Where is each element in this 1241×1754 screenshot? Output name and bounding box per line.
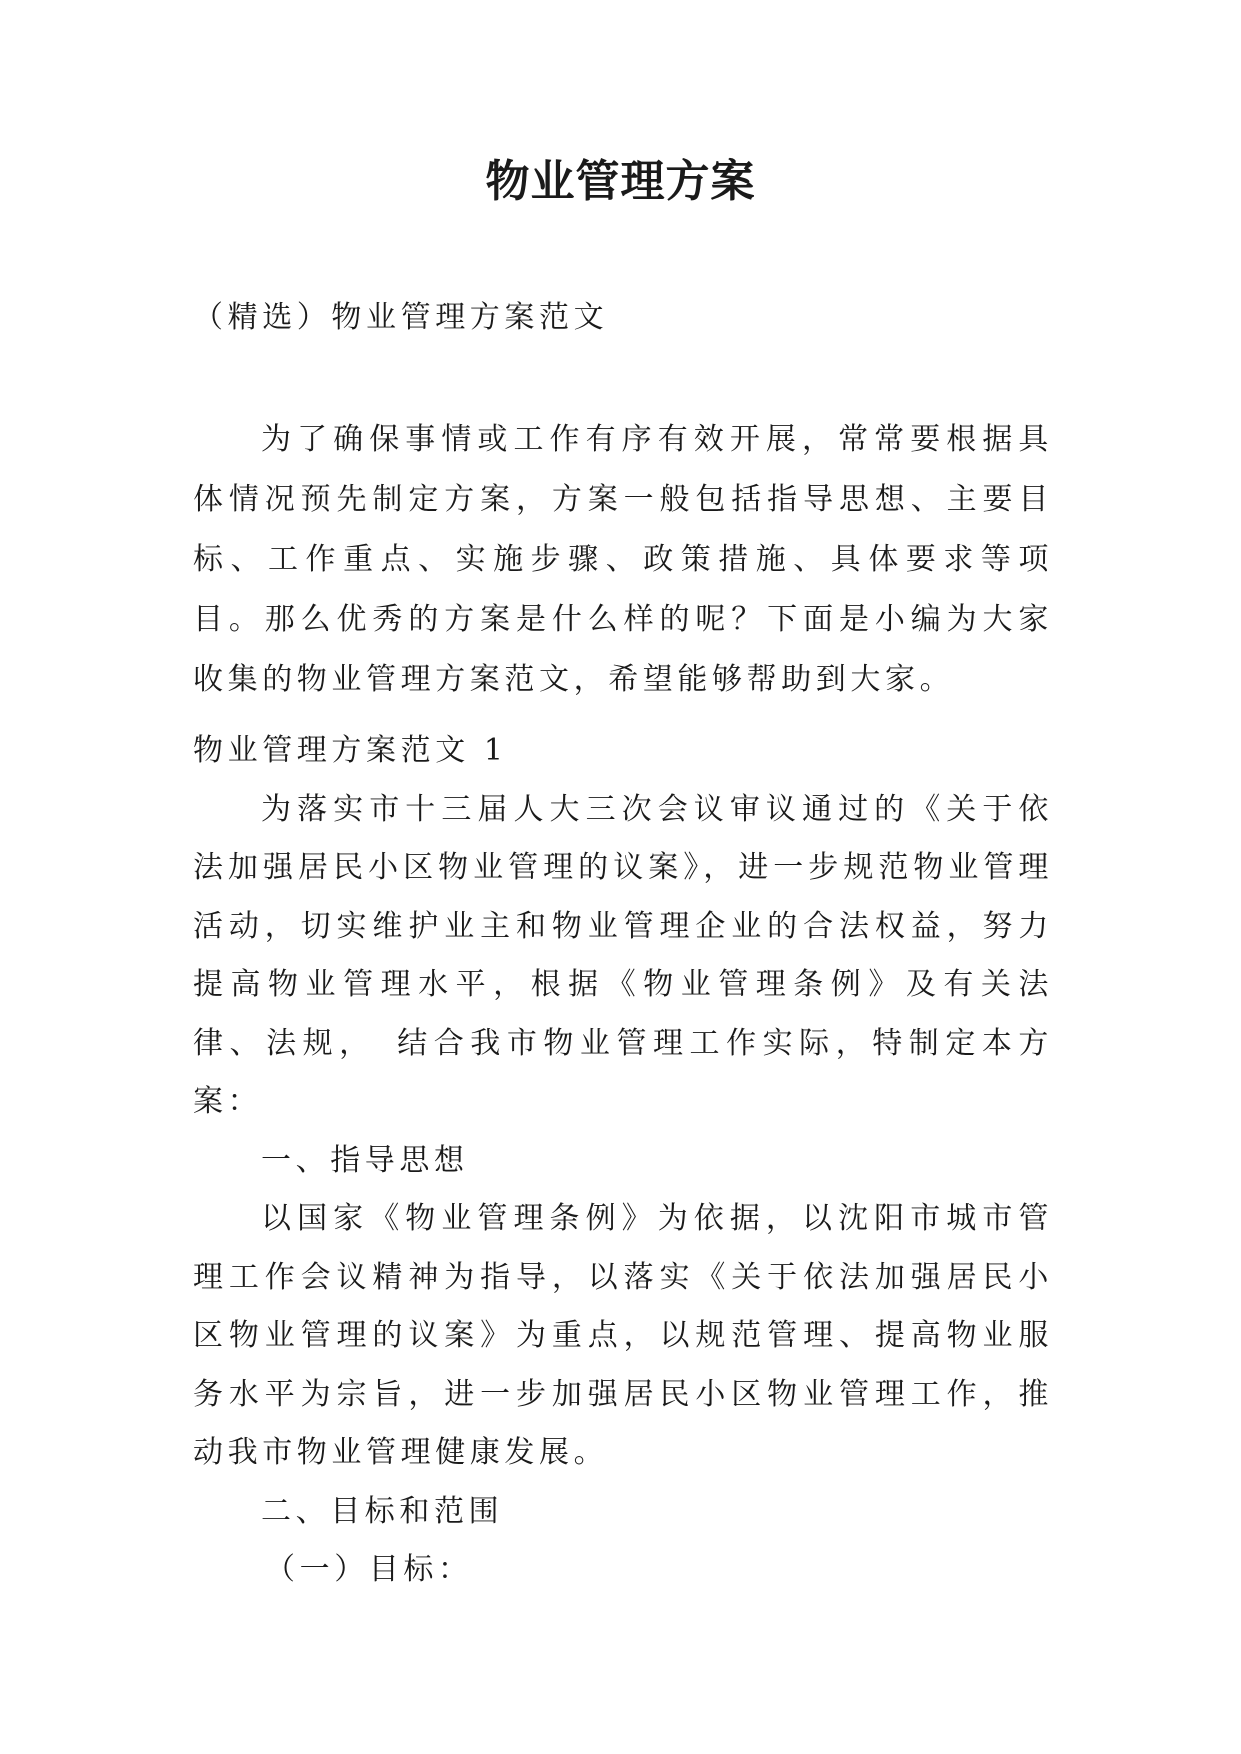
document-subtitle: （精选）物业管理方案范文 (193, 300, 609, 335)
heading-goals-scope: 二、目标和范围 (261, 1493, 504, 1529)
subheading-goals: （一）目标： (265, 1552, 473, 1587)
section-sample-1 (193, 722, 1053, 1600)
section-paragraph-2: 以国家《物业管理条例》为依据，以沈阳市城市管理工作会议精神为指导，以落实《关于依法加强居民小区物业管理的议案》为重点，以规范管理、提高物业服务水平为宗旨，进一步加强居民小区物业管理工作，推动我市物业管理健康发展。 (193, 1201, 1053, 1470)
document-title: 物业管理方案 (485, 156, 756, 207)
intro-paragraph: 为了确保事情或工作有序有效开展，常常要根据具体情况预先制定方案，方案一般包括指导思想、主要目标、工作重点、实施步骤、政策措施、具体要求等项目。那么优秀的方案是什么样的呢？下面是小编为大家收集的物业管理方案范文，希望能够帮助到大家。 (193, 422, 1053, 697)
heading-guiding-ideology: 一、指导思想 (261, 1142, 469, 1178)
section-paragraph-1: 为落实市十三届人大三次会议审议通过的《关于依法加强居民小区物业管理的议案》，进一步规范物业管理活动，切实维护业主和物业管理企业的合法权益，努力提高物业管理水平，根据《物业管理条例》及有关法律、法规， 结合我市物业管理工作实际，特制定本方案： (193, 791, 1053, 1119)
section-heading: 物业管理方案范文 1 (193, 733, 508, 768)
